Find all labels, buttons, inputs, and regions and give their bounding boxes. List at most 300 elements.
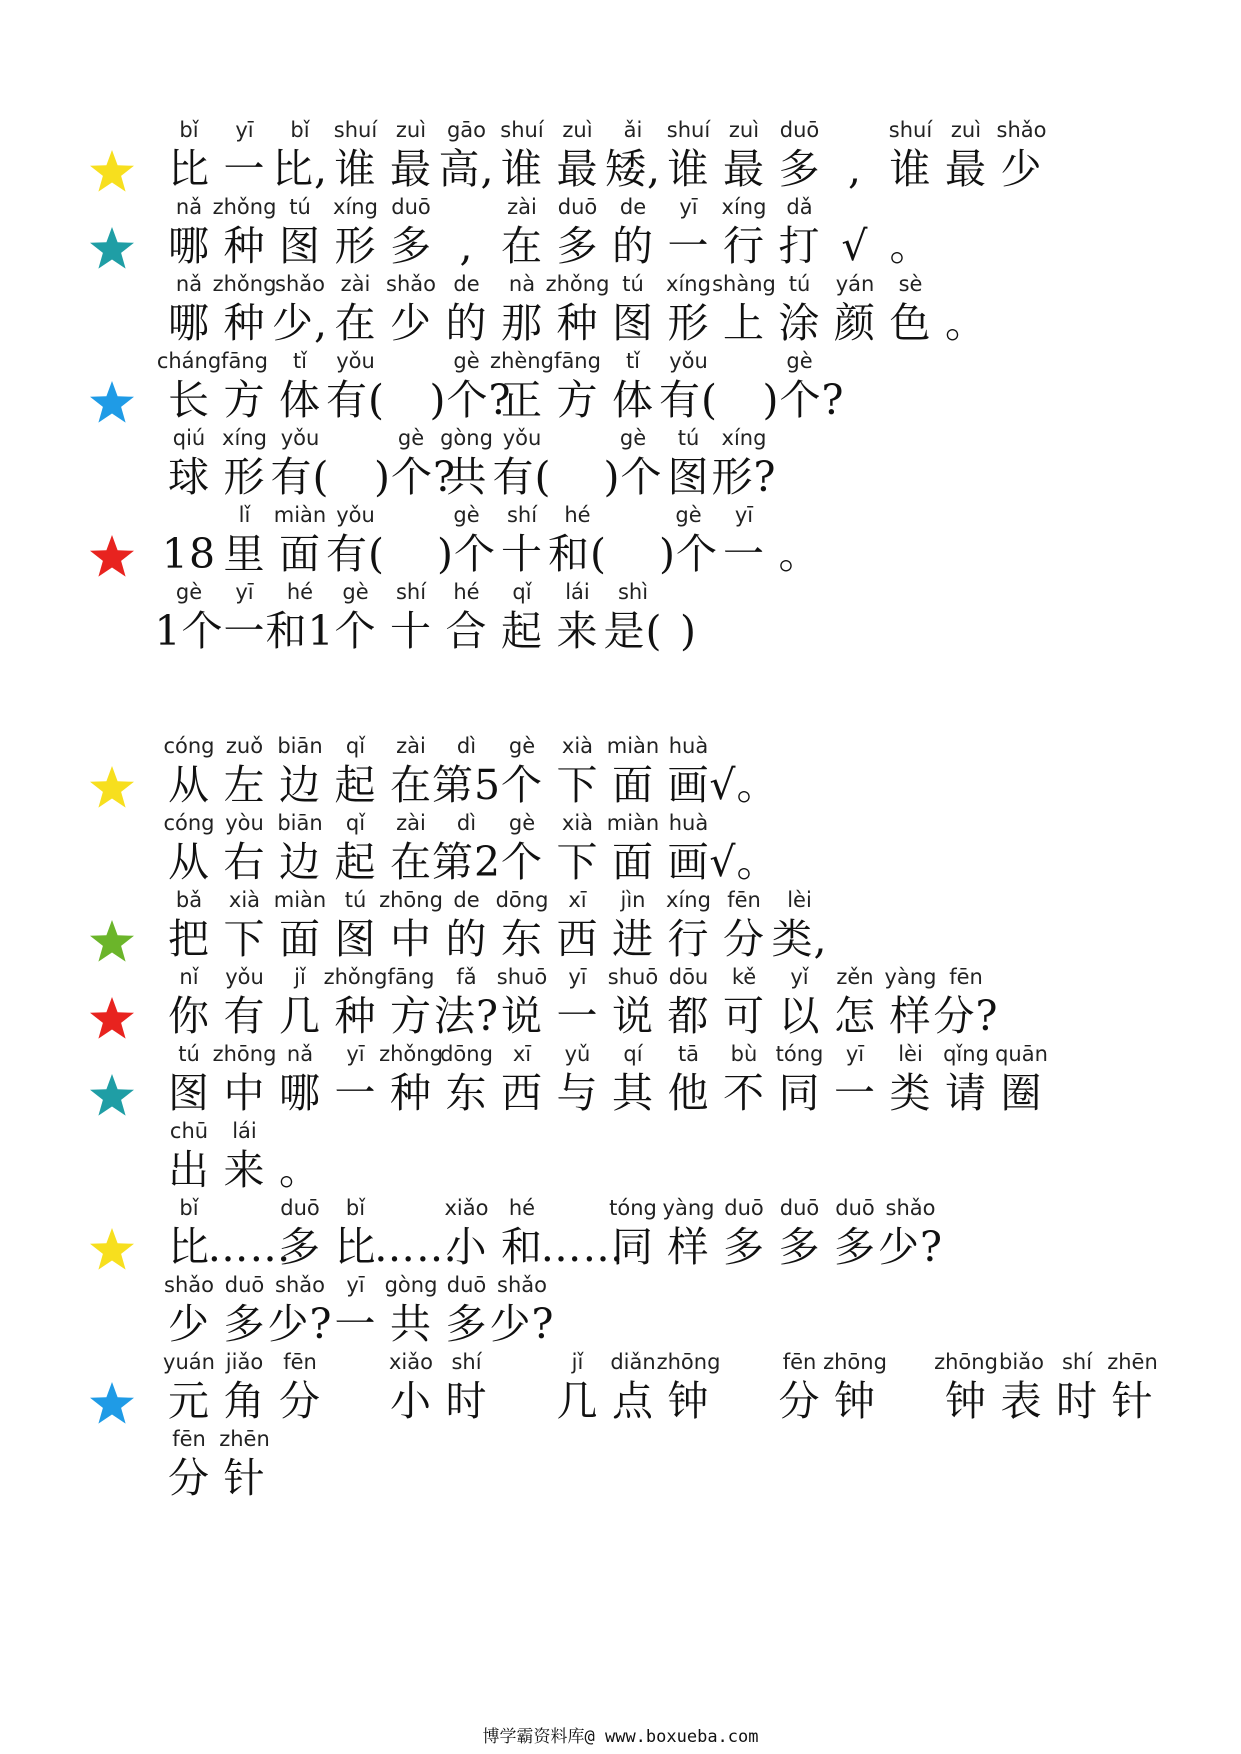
hanzi: 多 bbox=[390, 222, 432, 270]
hanzi: 种 bbox=[334, 992, 377, 1040]
hanzi: 方 bbox=[556, 376, 599, 424]
hanzi: 时 bbox=[445, 1377, 488, 1425]
hanzi: 种 bbox=[390, 1069, 432, 1117]
footer-watermark: 博学霸资料库@ www.boxueba.com bbox=[482, 1727, 759, 1747]
hanzi: 比 bbox=[168, 145, 210, 193]
hanzi: 涂 bbox=[778, 299, 821, 347]
hanzi: 图 bbox=[667, 453, 710, 501]
pinyin: huà bbox=[668, 811, 709, 835]
pinyin: nǎ bbox=[286, 1042, 314, 1066]
pinyin: yī bbox=[734, 503, 754, 527]
pinyin: qǐ bbox=[345, 811, 366, 835]
pinyin: yī bbox=[235, 118, 254, 142]
hanzi: 那 bbox=[501, 299, 543, 347]
char-cell bbox=[935, 959, 997, 1045]
pinyin: miàn bbox=[273, 503, 327, 527]
hanzi: 钟 bbox=[834, 1377, 876, 1425]
char-cell bbox=[762, 343, 845, 429]
hanzi: 多 bbox=[778, 145, 821, 193]
pinyin: qiú bbox=[172, 426, 206, 450]
hanzi: 的 bbox=[445, 299, 488, 347]
pinyin: shǎo bbox=[275, 1273, 325, 1297]
pinyin: zhǒng bbox=[545, 272, 610, 296]
pinyin: xī bbox=[512, 1042, 532, 1066]
pinyin: tú bbox=[344, 888, 367, 912]
hanzi: 形 bbox=[334, 222, 377, 270]
pinyin: gòng bbox=[440, 426, 493, 450]
pinyin: xià bbox=[561, 734, 594, 758]
pinyin: duō bbox=[724, 1196, 764, 1220]
hanzi: 有( bbox=[326, 376, 385, 424]
pinyin: shǎo bbox=[386, 272, 436, 296]
pinyin: nǎ bbox=[175, 272, 203, 296]
pinyin: shuí bbox=[333, 118, 378, 142]
hanzi: 多 bbox=[556, 222, 599, 270]
pinyin: fēn bbox=[172, 1427, 206, 1451]
pinyin: xiǎo bbox=[389, 1350, 433, 1374]
pinyin: hé bbox=[453, 580, 480, 604]
pinyin: lǐ bbox=[238, 503, 251, 527]
hanzi: 面 bbox=[279, 915, 321, 963]
hanzi: 从 bbox=[168, 761, 210, 809]
char-cell bbox=[709, 805, 779, 891]
pinyin: biān bbox=[277, 734, 323, 758]
pinyin: bǐ bbox=[179, 1196, 199, 1220]
hanzi: 起 bbox=[501, 607, 543, 655]
hanzi: 里 bbox=[223, 530, 266, 578]
hanzi: 少? bbox=[489, 1300, 555, 1348]
hanzi: 的 bbox=[612, 222, 654, 270]
hanzi: 样 bbox=[667, 1223, 710, 1271]
pinyin: shǎo bbox=[497, 1273, 547, 1297]
pinyin: shuí bbox=[500, 118, 544, 142]
hanzi: 1个 bbox=[154, 607, 224, 655]
pinyin: xíng bbox=[666, 888, 711, 912]
pinyin: zài bbox=[507, 195, 537, 219]
pinyin: fēn bbox=[949, 965, 983, 989]
hanzi: 最 bbox=[556, 145, 599, 193]
pinyin: zuì bbox=[950, 118, 982, 142]
pinyin: lái bbox=[232, 1119, 257, 1143]
hanzi: 在 bbox=[501, 222, 543, 270]
pinyin: jiǎo bbox=[225, 1350, 264, 1374]
hanzi: 方 bbox=[390, 992, 432, 1040]
hanzi: 来 bbox=[223, 1146, 266, 1194]
hanzi: 比, bbox=[271, 145, 329, 193]
hanzi: 怎 bbox=[834, 992, 876, 1040]
hanzi: 说 bbox=[612, 992, 654, 1040]
hanzi: √。 bbox=[709, 838, 779, 886]
pinyin: lèi bbox=[787, 888, 812, 912]
char-cell bbox=[491, 420, 553, 506]
hanzi: 行 bbox=[667, 915, 710, 963]
pinyin: gè bbox=[619, 426, 647, 450]
pinyin: shuí bbox=[666, 118, 711, 142]
hanzi: 角 bbox=[223, 1377, 266, 1425]
hanzi: , bbox=[847, 145, 863, 193]
hanzi: 左 bbox=[223, 761, 266, 809]
hanzi: 有( bbox=[659, 376, 718, 424]
char-cell bbox=[658, 343, 720, 429]
hanzi: 共 bbox=[445, 453, 488, 501]
pinyin: yī bbox=[346, 1042, 365, 1066]
pinyin: zhōng bbox=[379, 888, 443, 912]
pinyin: nǎ bbox=[175, 195, 203, 219]
pinyin: diǎn bbox=[610, 1350, 656, 1374]
pinyin: gāo bbox=[446, 118, 487, 142]
pinyin: zài bbox=[396, 811, 426, 835]
pinyin: cóng bbox=[163, 811, 215, 835]
hanzi: 时 bbox=[1056, 1377, 1098, 1425]
pinyin: tā bbox=[677, 1042, 700, 1066]
hanzi: 面 bbox=[612, 838, 654, 886]
pinyin: xíng bbox=[333, 195, 378, 219]
hanzi: 和1 bbox=[265, 607, 335, 655]
char-cell bbox=[269, 420, 331, 506]
hanzi: 少 bbox=[1000, 145, 1043, 193]
hanzi: 来 bbox=[556, 607, 599, 655]
pinyin: miàn bbox=[606, 811, 660, 835]
hanzi: 形 bbox=[667, 299, 710, 347]
char-cell bbox=[824, 1344, 886, 1430]
pinyin: fēn bbox=[782, 1350, 817, 1374]
pinyin: tú bbox=[677, 426, 700, 450]
hanzi: 一 bbox=[223, 607, 266, 655]
pinyin: bǐ bbox=[345, 1196, 366, 1220]
pinyin: dōng bbox=[495, 888, 549, 912]
hanzi: 哪 bbox=[168, 222, 210, 270]
char-cell bbox=[1102, 1344, 1164, 1430]
pinyin: zhèng bbox=[490, 349, 554, 373]
pinyin: gè bbox=[397, 426, 425, 450]
pinyin: zài bbox=[340, 272, 371, 296]
text-line bbox=[0, 574, 1241, 660]
hanzi: 少 bbox=[390, 299, 432, 347]
pinyin: duō bbox=[280, 1196, 320, 1220]
pinyin: bù bbox=[730, 1042, 758, 1066]
pinyin: quān bbox=[995, 1042, 1048, 1066]
hanzi: 画 bbox=[667, 761, 710, 809]
hanzi: 十 bbox=[501, 530, 543, 578]
hanzi: 分? bbox=[933, 992, 999, 1040]
pinyin: xià bbox=[228, 888, 261, 912]
pinyin: zhōng bbox=[823, 1350, 887, 1374]
hanzi: 有( bbox=[270, 453, 330, 501]
pinyin: tú bbox=[622, 272, 644, 296]
pinyin: sè bbox=[898, 272, 923, 296]
hanzi: 边 bbox=[279, 838, 321, 886]
hanzi: 针 bbox=[223, 1454, 266, 1502]
pinyin: duō bbox=[557, 195, 598, 219]
pinyin: xī bbox=[568, 888, 587, 912]
hanzi: 种 bbox=[223, 299, 266, 347]
hanzi: 圈 bbox=[1000, 1069, 1043, 1117]
text-line bbox=[0, 497, 1241, 583]
pinyin: shí bbox=[451, 1350, 482, 1374]
pinyin: gè bbox=[508, 734, 536, 758]
text-line bbox=[0, 1113, 1241, 1199]
pinyin: duō bbox=[446, 1273, 487, 1297]
char-cell bbox=[880, 189, 942, 275]
hanzi: 个 bbox=[501, 761, 543, 809]
pinyin: gè bbox=[508, 811, 536, 835]
char-cell bbox=[325, 343, 387, 429]
hanzi: 在 bbox=[334, 299, 377, 347]
hanzi: 起 bbox=[334, 838, 377, 886]
hanzi: 方 bbox=[223, 376, 266, 424]
char-cell bbox=[436, 1344, 498, 1430]
hanzi: …… bbox=[207, 1223, 292, 1271]
hanzi: 比 bbox=[168, 1223, 210, 1271]
pinyin: hé bbox=[508, 1196, 536, 1220]
pinyin: gè bbox=[175, 580, 203, 604]
text-line bbox=[0, 266, 1241, 352]
pinyin: yǔ bbox=[564, 1042, 591, 1066]
text-line bbox=[0, 728, 1241, 814]
hanzi: 面 bbox=[279, 530, 321, 578]
char-cell bbox=[713, 420, 775, 506]
pinyin: yǒu bbox=[336, 503, 375, 527]
pinyin: shí bbox=[395, 580, 427, 604]
pinyin: yǒu bbox=[336, 349, 375, 373]
hanzi: )个? bbox=[762, 376, 845, 424]
pinyin: miàn bbox=[273, 888, 327, 912]
hanzi: 边 bbox=[279, 761, 321, 809]
hanzi: 几 bbox=[279, 992, 321, 1040]
hanzi: 少 bbox=[168, 1300, 210, 1348]
pinyin: yán bbox=[835, 272, 875, 296]
hanzi: 多 bbox=[834, 1223, 876, 1271]
star-icon bbox=[88, 918, 136, 964]
pinyin: gè bbox=[786, 349, 813, 373]
hanzi: )个? bbox=[374, 453, 456, 501]
pinyin: tú bbox=[788, 272, 811, 296]
hanzi: 哪 bbox=[168, 299, 210, 347]
hanzi: 个 bbox=[501, 838, 543, 886]
hanzi: 画 bbox=[667, 838, 710, 886]
hanzi: 多 bbox=[723, 1223, 765, 1271]
pinyin: shí bbox=[506, 503, 538, 527]
pinyin: jǐ bbox=[294, 965, 306, 989]
hanzi: 正 bbox=[501, 376, 543, 424]
pinyin: gè bbox=[453, 349, 480, 373]
pinyin: xíng bbox=[721, 195, 767, 219]
hanzi: 西 bbox=[501, 1069, 543, 1117]
hanzi: 行 bbox=[723, 222, 765, 270]
pinyin: zhēn bbox=[1107, 1350, 1158, 1374]
star-icon bbox=[88, 379, 136, 425]
pinyin: zuǒ bbox=[225, 734, 264, 758]
hanzi: 在 bbox=[390, 838, 432, 886]
hanzi: 。 bbox=[889, 222, 932, 270]
hanzi: 从 bbox=[168, 838, 210, 886]
char-cell bbox=[880, 1190, 942, 1276]
hanzi: 针 bbox=[1111, 1377, 1154, 1425]
hanzi: 。 bbox=[279, 1146, 321, 1194]
hanzi: …… bbox=[540, 1223, 625, 1271]
pinyin: jìn bbox=[620, 888, 646, 912]
pinyin: lèi bbox=[898, 1042, 923, 1066]
pinyin: yǒu bbox=[280, 426, 320, 450]
text-line bbox=[0, 1267, 1241, 1353]
pinyin: zěn bbox=[836, 965, 874, 989]
pinyin: zhōng bbox=[212, 1042, 277, 1066]
text-line bbox=[0, 882, 1241, 968]
pinyin: cóng bbox=[163, 734, 215, 758]
star-icon bbox=[88, 995, 136, 1041]
pinyin: shuō bbox=[607, 965, 659, 989]
pinyin: zhēn bbox=[219, 1427, 270, 1451]
pinyin: gè bbox=[342, 580, 369, 604]
pinyin: shǎo bbox=[996, 118, 1047, 142]
char-cell bbox=[547, 497, 609, 583]
pinyin: nà bbox=[508, 272, 536, 296]
hanzi: 合 bbox=[445, 607, 488, 655]
hanzi: )个? bbox=[429, 376, 512, 424]
pinyin: shàng bbox=[712, 272, 776, 296]
pinyin: hé bbox=[564, 503, 591, 527]
hanzi: 和( bbox=[548, 530, 607, 578]
pinyin: dōng bbox=[440, 1042, 493, 1066]
pinyin: yī bbox=[679, 195, 698, 219]
pinyin: biǎo bbox=[999, 1350, 1044, 1374]
hanzi: 图 bbox=[612, 299, 654, 347]
hanzi: 比 bbox=[334, 1223, 377, 1271]
hanzi: 多 bbox=[778, 1223, 821, 1271]
pinyin: dì bbox=[456, 734, 477, 758]
hanzi: 。 bbox=[945, 299, 987, 347]
pinyin: fǎ bbox=[456, 965, 477, 989]
pinyin: tú bbox=[178, 1042, 200, 1066]
pinyin: qǐ bbox=[345, 734, 366, 758]
pinyin: fēn bbox=[727, 888, 761, 912]
pinyin: zhǒng bbox=[212, 195, 277, 219]
hanzi: 类 bbox=[889, 1069, 932, 1117]
hanzi: 一 bbox=[556, 992, 599, 1040]
hanzi: ) bbox=[680, 607, 697, 655]
hanzi: 点 bbox=[612, 1377, 654, 1425]
hanzi: 种 bbox=[556, 299, 599, 347]
hanzi: 小 bbox=[445, 1223, 488, 1271]
hanzi: 哪 bbox=[279, 1069, 321, 1117]
hanzi: 个 bbox=[334, 607, 377, 655]
hanzi: 表 bbox=[1000, 1377, 1043, 1425]
hanzi: 你 bbox=[168, 992, 210, 1040]
hanzi: 钟 bbox=[667, 1377, 710, 1425]
hanzi: 共 bbox=[390, 1300, 432, 1348]
pinyin: bǎ bbox=[175, 888, 203, 912]
char-cell bbox=[769, 497, 831, 583]
star-icon bbox=[88, 1072, 136, 1118]
hanzi: 中 bbox=[223, 1069, 266, 1117]
char-cell bbox=[491, 1267, 553, 1353]
pinyin: zhōng bbox=[934, 1350, 998, 1374]
pinyin: zhǒng bbox=[212, 272, 277, 296]
pinyin: shuō bbox=[496, 965, 548, 989]
text-line bbox=[0, 959, 1241, 1045]
char-cell bbox=[769, 882, 831, 968]
pinyin: duō bbox=[779, 118, 820, 142]
hanzi: 可 bbox=[723, 992, 765, 1040]
pinyin: de bbox=[453, 272, 480, 296]
hanzi: 中 bbox=[390, 915, 432, 963]
star-icon bbox=[88, 1380, 136, 1426]
hanzi: 下 bbox=[556, 838, 599, 886]
hanzi: 有( bbox=[326, 530, 385, 578]
hanzi: )个 bbox=[437, 530, 496, 578]
hanzi: 上 bbox=[723, 299, 765, 347]
pinyin: duō bbox=[224, 1273, 265, 1297]
pinyin: yǒu bbox=[225, 965, 264, 989]
pinyin: dì bbox=[456, 811, 477, 835]
char-cell bbox=[214, 1421, 276, 1507]
hanzi: 最 bbox=[945, 145, 987, 193]
pinyin: fāng bbox=[554, 349, 601, 373]
char-cell bbox=[991, 112, 1053, 198]
hanzi: 他 bbox=[667, 1069, 710, 1117]
pinyin: dōu bbox=[668, 965, 709, 989]
pinyin: yàng bbox=[662, 1196, 715, 1220]
pinyin: lái bbox=[565, 580, 590, 604]
pinyin: gè bbox=[675, 503, 702, 527]
hanzi: 样 bbox=[889, 992, 932, 1040]
hanzi: 右 bbox=[223, 838, 266, 886]
pinyin: shǎo bbox=[164, 1273, 214, 1297]
hanzi: )个 bbox=[603, 453, 663, 501]
hanzi: 同 bbox=[612, 1223, 654, 1271]
hanzi: 谁 bbox=[501, 145, 543, 193]
char-cell bbox=[658, 1344, 720, 1430]
text-line bbox=[0, 1036, 1241, 1122]
star-icon bbox=[88, 1226, 136, 1272]
pinyin: zuì bbox=[395, 118, 427, 142]
hanzi: 分 bbox=[279, 1377, 321, 1425]
pinyin: fāng bbox=[387, 965, 435, 989]
char-cell bbox=[269, 1344, 331, 1430]
pinyin: de bbox=[619, 195, 647, 219]
pinyin: qǐ bbox=[512, 580, 532, 604]
pinyin: gòng bbox=[384, 1273, 438, 1297]
pinyin: yī bbox=[568, 965, 587, 989]
hanzi: 请 bbox=[945, 1069, 987, 1117]
hanzi: 在 bbox=[390, 761, 432, 809]
hanzi: 同 bbox=[778, 1069, 821, 1117]
pinyin: duō bbox=[391, 195, 431, 219]
hanzi: 最 bbox=[723, 145, 765, 193]
pinyin: biān bbox=[277, 811, 323, 835]
hanzi: 起 bbox=[334, 761, 377, 809]
hanzi: 是( bbox=[603, 607, 663, 655]
char-cell bbox=[269, 1113, 331, 1199]
hanzi: 球 bbox=[168, 453, 210, 501]
hanzi: 有( bbox=[492, 453, 552, 501]
hanzi: 形 bbox=[223, 453, 266, 501]
hanzi: 少? bbox=[267, 1300, 333, 1348]
char-cell bbox=[991, 1036, 1053, 1122]
pinyin: shì bbox=[617, 580, 649, 604]
hanzi: 多 bbox=[445, 1300, 488, 1348]
pinyin: miàn bbox=[606, 734, 660, 758]
hanzi: 图 bbox=[168, 1069, 210, 1117]
hanzi: 颜 bbox=[834, 299, 876, 347]
pinyin: tǐ bbox=[625, 349, 641, 373]
hanzi: 十 bbox=[390, 607, 432, 655]
hanzi: , bbox=[459, 222, 474, 270]
hanzi: 类, bbox=[771, 915, 828, 963]
pinyin: nǐ bbox=[179, 965, 199, 989]
pinyin: yuán bbox=[163, 1350, 215, 1374]
pinyin: gè bbox=[453, 503, 480, 527]
